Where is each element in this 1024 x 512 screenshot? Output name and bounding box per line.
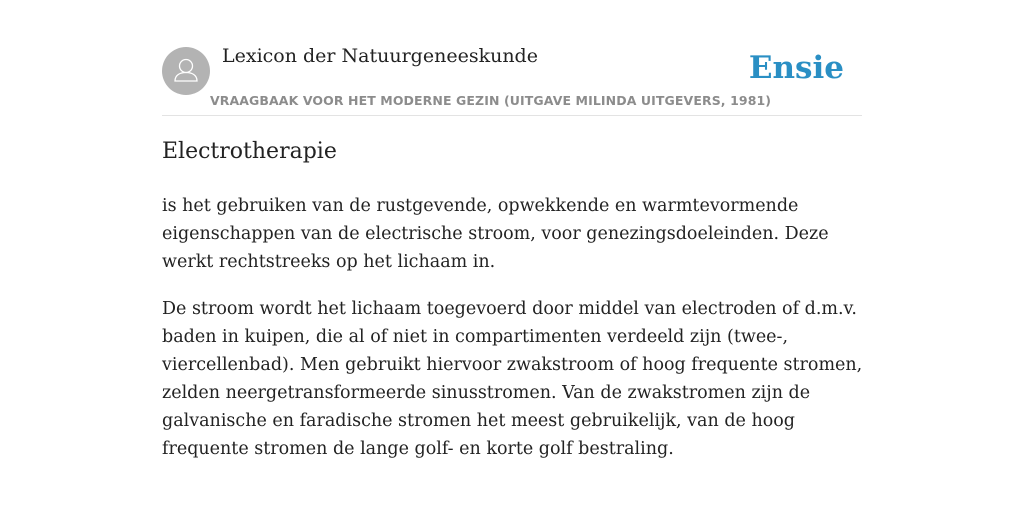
source-header	[162, 40, 862, 116]
source-title-link[interactable]: Lexicon der Natuurgeneeskunde	[222, 45, 538, 67]
ensie-logo[interactable]: Ensie	[748, 50, 844, 86]
entry-paragraph: is het gebruiken van de rustgevende, opwekkende en warmtevormende eigenschappen van de electrische stroom, voor genezingsdoeleinden. Deze werkt rechtstreeks op het lichaam in.	[162, 196, 829, 272]
entry-paragraph: De stroom wordt het lichaam toegevoerd door middel van electroden of d.m.v. baden in kuipen, die al of niet in compartimenten verdeeld zijn (twee-, viercellenbad). Men gebruikt hiervoor zwakstroom of hoog frequente stromen, zelden neergetransformeerde sinusstromen. Van de zwakstromen zijn de galvanische en faradische stromen het meest gebruikelijk, van de hoog frequente stromen de lange golf- en korte golf bestraling.	[162, 299, 863, 459]
entry-title: Electrotherapie	[162, 139, 337, 164]
entry-body	[162, 192, 882, 482]
source-subtitle: VRAAGBAAK VOOR HET MODERNE GEZIN (UITGAVE MILINDA UITGEVERS, 1981)	[210, 93, 772, 108]
user-avatar-icon[interactable]	[162, 47, 210, 95]
